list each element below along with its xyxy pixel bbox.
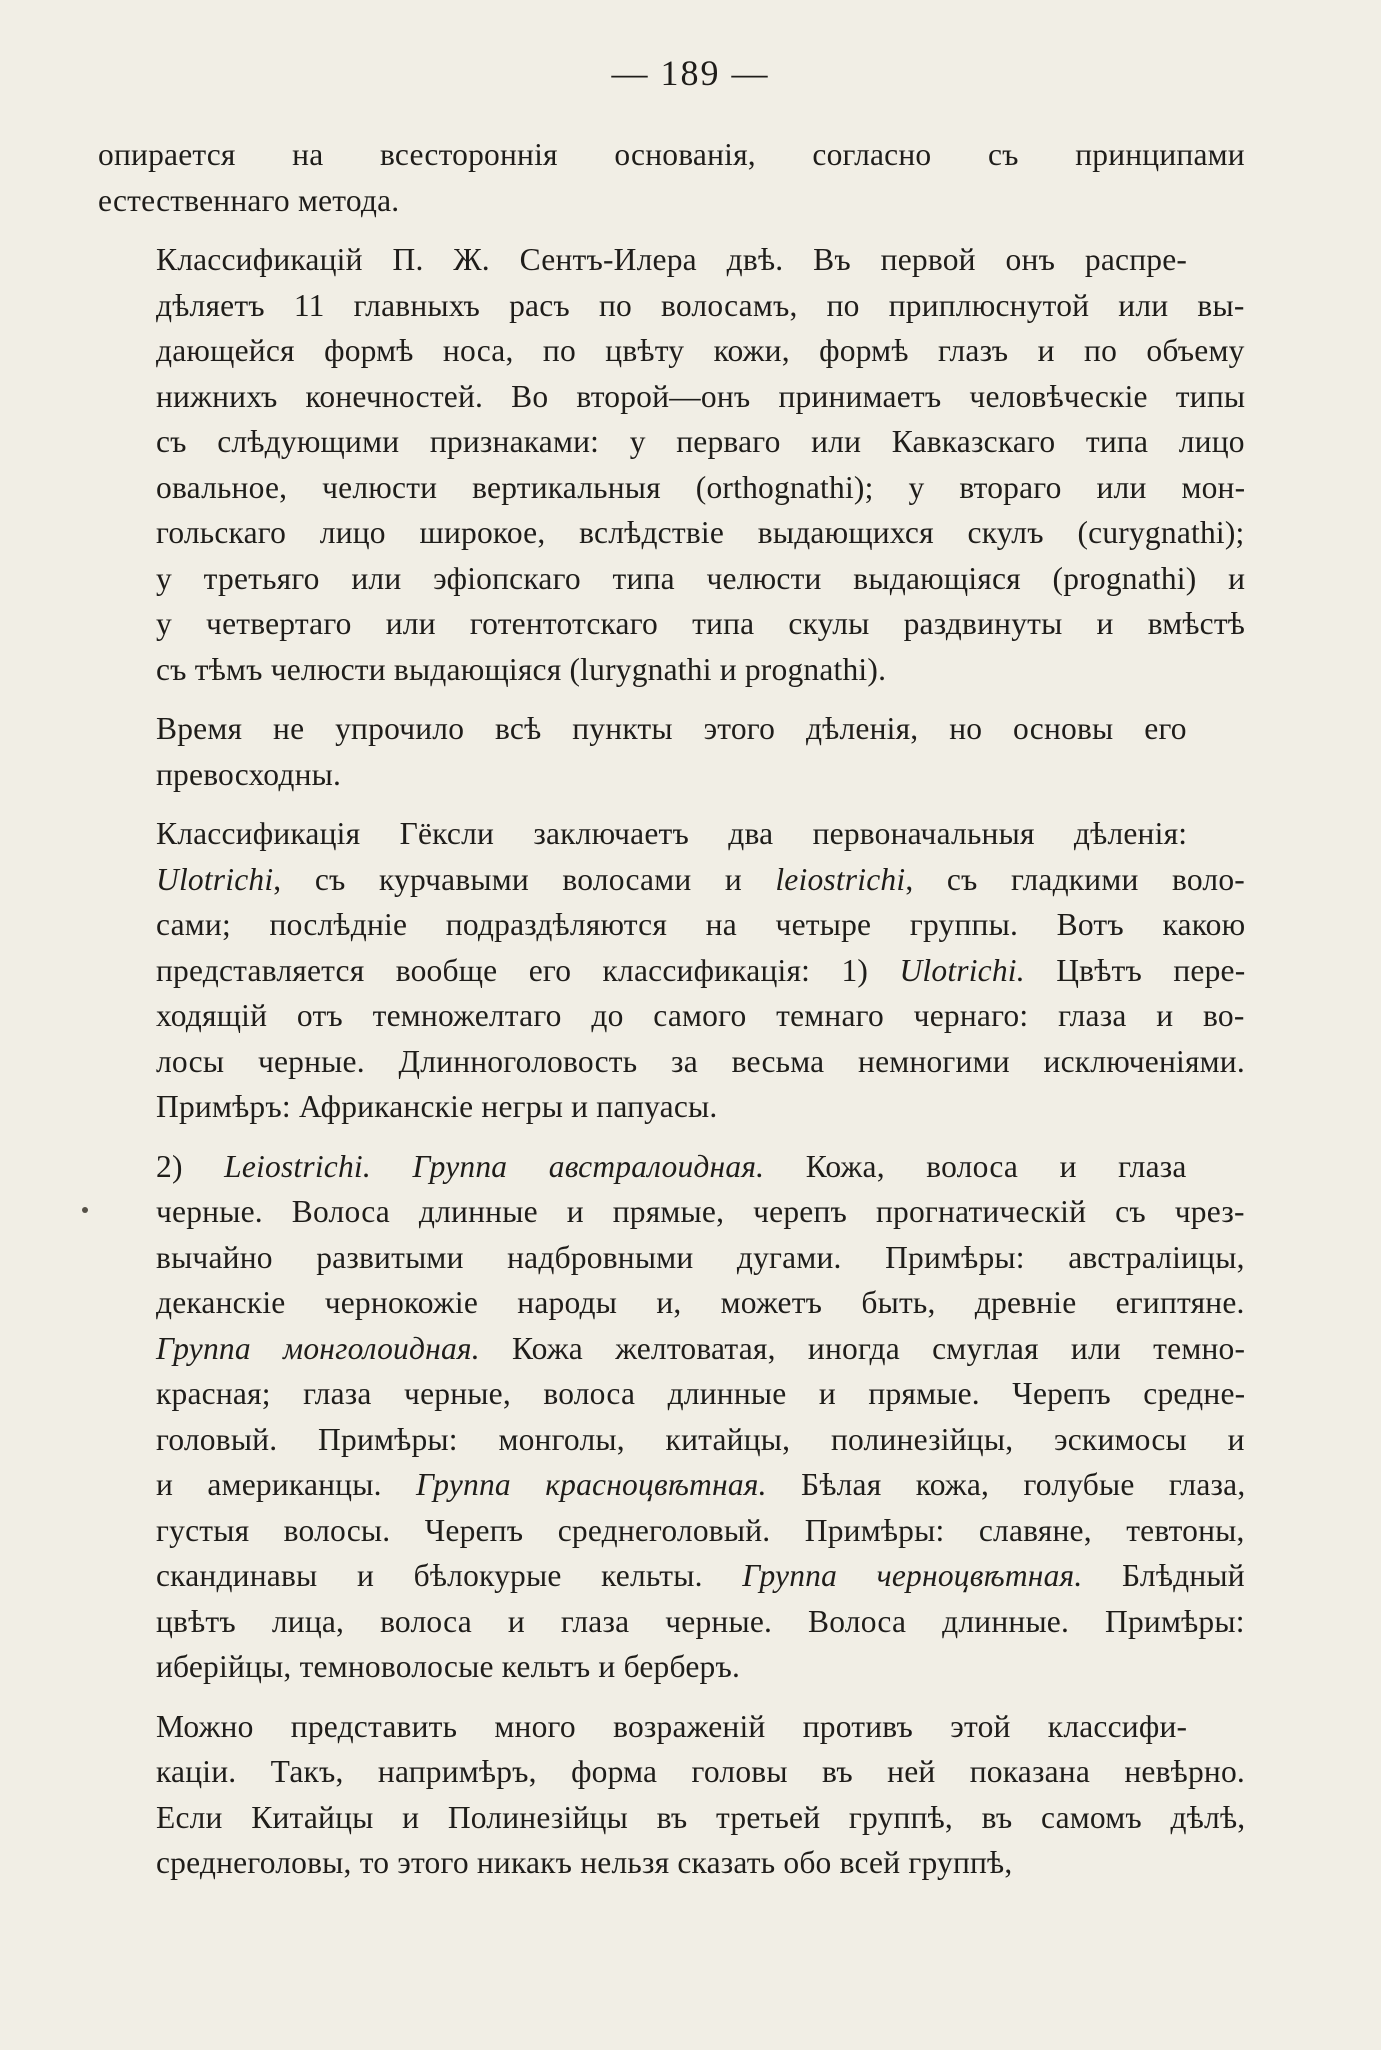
text-run: , съ гладкими воло- (905, 861, 1245, 897)
italic-term: Ulotrichi. (899, 952, 1025, 988)
text-run: нижнихъ конечностей. Во второй—онъ принимаетъ человѣческіе типы (156, 378, 1246, 414)
text-run: деканскіе чернокожіе народы и, можетъ быть, древніе египтяне. (156, 1285, 1245, 1320)
text-run: черные. Волоса длинные и прямые, черепъ прогнатическій съ чрез- (156, 1194, 1245, 1229)
text-line (98, 1280, 1245, 1326)
text-run: у третьяго или эфіопскаго типа челюсти выдающіяся (prognathi) и (156, 560, 1246, 596)
text-line (98, 328, 1245, 374)
text-run: у четвертаго или готентотскаго типа скулы раздвинуты и вмѣстѣ (156, 606, 1246, 641)
text-line (98, 902, 1245, 948)
text-line (98, 1840, 1245, 1886)
text-line (98, 1704, 1245, 1750)
paragraph-2 (98, 237, 1245, 692)
text-line (98, 1235, 1245, 1281)
text-line (98, 1462, 1245, 1508)
text-run: Можно представить много возраженій противъ этой классифи- (156, 1708, 1188, 1744)
text-line (98, 752, 1245, 798)
text-line (98, 1084, 1245, 1130)
text-run: опирается на всестороннія основанія, согласно съ принципами (98, 137, 1245, 172)
text-line (98, 1371, 1245, 1417)
margin-mark (82, 1207, 88, 1213)
text-line (98, 465, 1245, 511)
text-run: густыя волосы. Черепъ среднеголовый. Примѣры: славяне, тевтоны, (156, 1512, 1245, 1548)
text-line (98, 1417, 1245, 1463)
text-run: превосходны. (156, 756, 342, 792)
text-run: Кожа желтоватая, иногда смуглая или темно- (479, 1330, 1246, 1366)
text-run: Если Китайцы и Полинезійцы въ третьей группѣ, въ самомъ дѣлѣ, (156, 1799, 1246, 1835)
text-run: естественнаго метода. (98, 182, 400, 218)
text-body (98, 132, 1245, 1886)
text-line (98, 1039, 1245, 1085)
italic-term: leiostrichi (775, 861, 906, 897)
text-line (98, 993, 1245, 1039)
text-run: 2) (156, 1148, 225, 1184)
text-run: Бѣлая кожа, голубые глаза, (766, 1467, 1246, 1502)
text-run: Классификація Гёксли заключаетъ два первоначальныя дѣленія: (156, 816, 1188, 851)
text-line (98, 811, 1245, 857)
text-run: вычайно развитыми надбровными дугами. Примѣры: австраліицы, (156, 1239, 1245, 1275)
text-run: Цвѣтъ пере- (1024, 952, 1246, 988)
text-line (98, 510, 1245, 556)
text-line (98, 1508, 1245, 1554)
text-run: дѣляетъ 11 главныхъ расъ по волосамъ, по приплюснутой или вы- (156, 287, 1245, 323)
text-run: съ слѣдующими признаками: у перваго или Кавказскаго типа лицо (156, 424, 1245, 459)
text-run: красная; глаза черные, волоса длинные и прямые. Черепъ средне- (156, 1376, 1246, 1411)
text-line (98, 1644, 1245, 1690)
text-line (98, 1795, 1245, 1841)
text-run: среднеголовы, то этого никакъ нельзя сказать обо всей группѣ, (156, 1845, 1013, 1880)
text-line (98, 556, 1245, 602)
text-line (98, 132, 1245, 178)
paragraph-5 (98, 1144, 1245, 1690)
paragraph-3 (98, 706, 1245, 797)
text-line (98, 706, 1245, 752)
text-line (98, 237, 1245, 283)
italic-term: Leiostrichi. Группа австралоидная. (224, 1148, 765, 1184)
text-run: представляется вообще его классификація: 1) (156, 952, 900, 988)
text-run: дающейся формѣ носа, по цвѣту кожи, формѣ глазъ и по объему (156, 333, 1245, 368)
text-line (98, 647, 1245, 693)
text-line (98, 283, 1245, 329)
text-run: и американцы. (156, 1467, 417, 1502)
italic-term: Ulotrichi (156, 861, 274, 897)
italic-term: Группа монголоидная. (156, 1330, 480, 1366)
text-run: Классификацій П. Ж. Сентъ-Илера двѣ. Въ первой онъ распре- (156, 242, 1188, 277)
text-line (98, 1189, 1245, 1235)
paragraph-1 (98, 132, 1245, 223)
text-line (98, 1144, 1245, 1190)
page-number: — 189 — (611, 53, 770, 93)
text-run: ходящій отъ темножелтаго до самого темнаго чернаго: глаза и во- (156, 998, 1245, 1033)
italic-term: Группа черноцвѣтная. (742, 1558, 1083, 1593)
text-line (98, 419, 1245, 465)
text-line (98, 857, 1245, 903)
text-line (98, 1553, 1245, 1599)
text-line (98, 1599, 1245, 1645)
text-run: головый. Примѣры: монголы, китайцы, полинезійцы, эскимосы и (156, 1421, 1245, 1457)
text-run: каціи. Такъ, напримѣръ, форма головы въ ней показана невѣрно. (156, 1754, 1246, 1789)
text-run: Блѣдный (1082, 1558, 1245, 1593)
text-run: Время не упрочило всѣ пункты этого дѣленія, но основы его (156, 711, 1187, 746)
text-run: иберійцы, темноволосые кельтъ и берберъ. (156, 1649, 741, 1684)
text-line (98, 948, 1245, 994)
paragraph-4 (98, 811, 1245, 1130)
text-line (98, 601, 1245, 647)
paragraph-6 (98, 1704, 1245, 1886)
text-run: овальное, челюсти вертикальныя (orthognathi); у втораго или мон- (156, 469, 1246, 505)
text-line (98, 178, 1245, 224)
text-run: лосы черные. Длинноголовость за весьма немногими исключеніями. (156, 1043, 1245, 1079)
text-run: сами; послѣдніе подраздѣляются на четыре группы. Вотъ какою (156, 907, 1246, 942)
text-run: Кожа, волоса и глаза (764, 1148, 1187, 1184)
text-run: гольскаго лицо широкое, вслѣдствіе выдающихся скулъ (curygnathi); (156, 515, 1245, 550)
text-run: съ тѣмъ челюсти выдающіяся (lurygnathi и prognathi). (156, 651, 887, 687)
text-run: Примѣръ: Африканскіе негры и папуасы. (156, 1089, 718, 1124)
text-line (98, 1326, 1245, 1372)
text-run: , съ курчавыми волосами и (273, 861, 776, 897)
text-line (98, 374, 1245, 420)
text-run: цвѣтъ лица, волоса и глаза черные. Волоса длинные. Примѣры: (156, 1603, 1245, 1639)
text-run: скандинавы и бѣлокурые кельты. (156, 1558, 743, 1593)
italic-term: Группа красноцвѣтная. (416, 1467, 767, 1502)
text-line (98, 1749, 1245, 1795)
